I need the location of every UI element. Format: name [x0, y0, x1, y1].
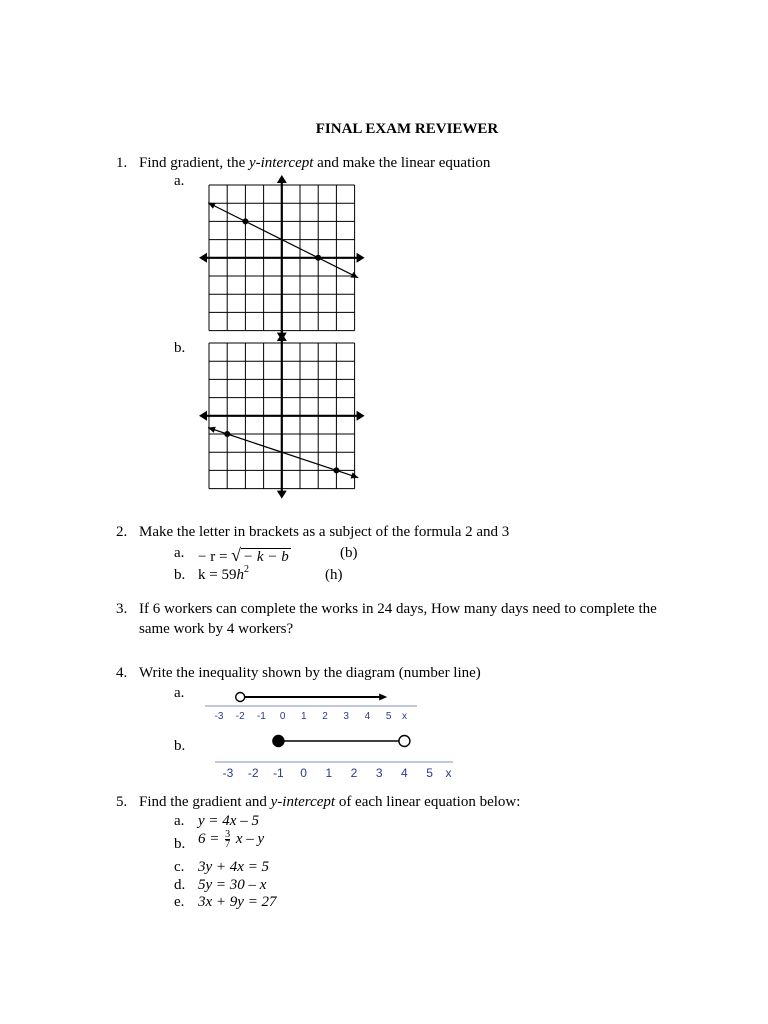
question-3-line-1: If 6 workers can complete the works in 24 days, How many days need to complete the: [139, 601, 657, 617]
x-axis-arrow-right: [357, 411, 365, 421]
y-axis-arrow-down: [277, 491, 287, 499]
tick-label: 3: [375, 766, 383, 780]
question-4a-label: a.: [174, 685, 185, 701]
tick-label: 0: [279, 711, 286, 722]
axis-label: x: [445, 766, 452, 780]
question-1-number: 1.: [116, 155, 128, 171]
question-5a-label: a.: [174, 813, 185, 829]
data-point: [315, 255, 321, 261]
graph-1b: [200, 338, 370, 490]
question-5-text: Find the gradient and y-intercept of each linear equation below:: [139, 794, 521, 810]
formula-2b: $k = 59h^2$: [198, 564, 249, 583]
question-5e-label: e.: [174, 894, 185, 910]
equation-5b: 6 = $\frac{3}{7}$ x – y: [198, 829, 265, 850]
tick-label: -2: [235, 711, 245, 722]
question-3-number: 3.: [116, 601, 128, 617]
question-3-line-2: same work by 4 workers?: [139, 621, 294, 637]
equation-5c: 3y + 4x = 5: [198, 859, 270, 875]
tick-label: -3: [222, 766, 234, 780]
question-4-text: Write the inequality shown by the diagram (number line): [139, 665, 481, 681]
data-line: [208, 203, 358, 278]
tick-label: 0: [300, 766, 307, 780]
tick-label: 4: [401, 766, 408, 780]
open-endpoint: [236, 693, 245, 702]
x-axis-arrow-right: [357, 253, 365, 263]
tick-label: 4: [364, 711, 371, 722]
tick-label: 1: [301, 711, 307, 722]
question-1a-label: a.: [174, 173, 185, 189]
tick-label: -1: [273, 766, 284, 780]
x-axis-arrow-left: [199, 253, 207, 263]
question-5b-label: b.: [174, 836, 186, 852]
y-axis-arrow-up: [277, 175, 287, 183]
tick-label: 5: [426, 766, 433, 780]
question-1-text: Find gradient, the y-intercept and make the linear equation: [139, 155, 491, 171]
tick-label: 5: [385, 711, 392, 722]
question-5d-label: d.: [174, 877, 186, 893]
x-axis-arrow-left: [199, 411, 207, 421]
equation-5d: 5y = 30 – x: [198, 877, 267, 893]
numberline-4a: [205, 688, 425, 724]
data-point: [333, 467, 339, 473]
formula-2a-variable: (b): [340, 545, 358, 561]
numberline-4b: [205, 731, 460, 781]
question-4-number: 4.: [116, 665, 128, 681]
closed-endpoint: [273, 736, 284, 747]
question-4b-label: b.: [174, 738, 186, 754]
equation-5e: 3x + 9y = 27: [198, 894, 277, 910]
axis-label: x: [402, 711, 407, 722]
question-2-number: 2.: [116, 524, 128, 540]
graph-1a: [200, 178, 370, 328]
tick-label: 1: [325, 766, 333, 780]
tick-label: 3: [343, 711, 349, 722]
question-5-number: 5.: [116, 794, 128, 810]
data-point: [242, 218, 248, 224]
tick-label: -1: [256, 711, 266, 722]
question-5c-label: c.: [174, 859, 185, 875]
open-endpoint: [399, 736, 410, 747]
page-title: FINAL EXAM REVIEWER: [315, 121, 499, 137]
tick-label: 2: [350, 766, 358, 780]
formula-2a: − r = √ − k − b: [198, 545, 289, 565]
question-2-text: Make the letter in brackets as a subject of the formula 2 and 3: [139, 524, 510, 540]
tick-label: 2: [322, 711, 328, 722]
data-point: [224, 431, 230, 437]
solution-ray-arrow: [379, 694, 387, 701]
question-2a-label: a.: [174, 545, 185, 561]
tick-label: -2: [247, 766, 259, 780]
tick-label: -3: [214, 711, 224, 722]
question-2b-label: b.: [174, 567, 186, 583]
formula-2b-variable: (h): [325, 567, 343, 583]
equation-5a: y = 4x – 5: [198, 813, 259, 829]
question-1b-label: b.: [174, 340, 186, 356]
